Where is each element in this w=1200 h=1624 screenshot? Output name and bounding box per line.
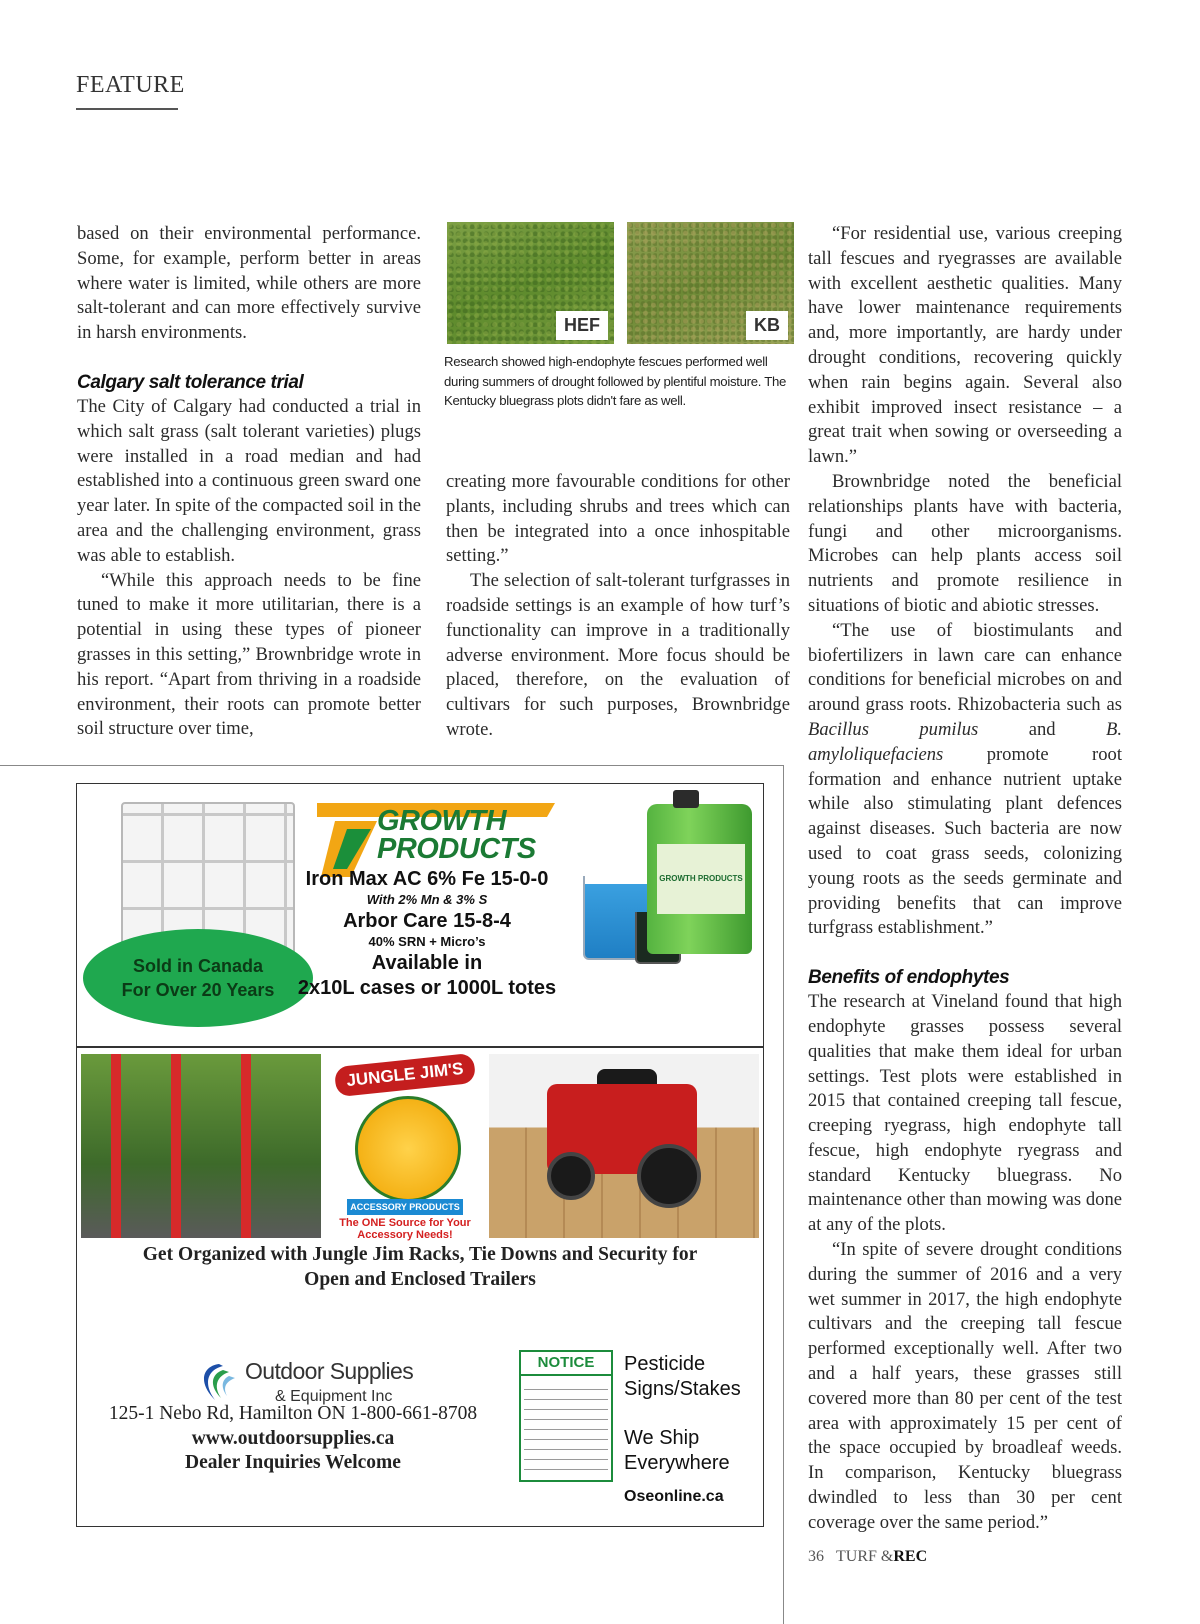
website: www.outdoorsupplies.ca [191, 1427, 395, 1449]
ose-line: Signs/Stakes [624, 1378, 741, 1400]
product-arbor-care: Arbor Care 15-8-4 [343, 910, 511, 932]
paragraph [808, 619, 1122, 941]
notice-sign-image [519, 1350, 613, 1482]
page-number: 36 [808, 1548, 824, 1565]
paragraph: creating more favourable conditions for other plants, including shrubs and trees which can then be integrated into a once inhospitable setting.” [446, 471, 790, 567]
ose-line: Everywhere [624, 1452, 730, 1474]
jungle-jims-logo [325, 1054, 485, 1241]
ose-line: We Ship [624, 1427, 700, 1449]
paragraph: “For residential use, various creeping tall fescues and ryegrasses are available with excellent aesthetic qualities. Many have lower maintenance requirements and, more importantly, are hardy under drought conditions, recovering quickly when rain begins again. Several also exhibit improved insect resistance – a great trait when sowing or overseeding a lawn.” [808, 223, 1122, 468]
species-name: Bacillus pumilus [808, 718, 979, 740]
ose-website: Oseonline.ca [624, 1488, 724, 1505]
outdoor-supplies-name: Outdoor Supplies [245, 1358, 414, 1384]
paragraph: Brownbridge noted the beneficial relationships plants have with bacteria, fungi and other microorganisms. Microbes can help plants access soil nutrients and promote resilience in situations of biotic and abiotic stresses. [808, 470, 1122, 616]
paragraph: The research at Vineland found that high endophyte grasses possess several qualities that make them ideal for urban settings. Test plots were established in 2015 that contained creeping tall fescue, creeping ryegrass, high endophyte tall fescue, high endophyte ryegrass and standard Kentucky bluegrass. No maintenance other than mowing was done at any of the plots. [808, 991, 1122, 1236]
jj-slogan: The ONE Source for Your Accessory Needs! [339, 1217, 471, 1241]
paragraph: based on their environmental performance. Some, for example, perform better in areas where water is limited, while others are more salt-tolerant and can more effectively survive in harsh environments. [77, 223, 421, 344]
magazine-name-bold: REC [893, 1548, 928, 1565]
photo-label-hef: HEF [556, 311, 608, 340]
dealer-note: Dealer Inquiries Welcome [185, 1452, 401, 1473]
brand-name [377, 807, 536, 863]
advertisement [76, 783, 764, 1527]
section-rule [76, 108, 178, 110]
badge-line: For Over 20 Years [121, 980, 275, 1000]
column-1 [77, 222, 421, 742]
paragraph: The selection of salt-tolerant turfgrasses in roadside settings is an example of how turf’s functionality can improve in a traditionally adverse environment. More focus should be placed, therefore, on the evaluation of cultivars for such purposes, Brownbridge wrote. [446, 570, 790, 740]
jj-accessory-label: ACCESSORY PRODUCTS [347, 1199, 463, 1215]
jj-name: JUNGLE JIM'S [334, 1053, 476, 1097]
page-folio [808, 1548, 927, 1566]
brand-line: PRODUCTS [377, 833, 536, 865]
jj-mascot-icon [355, 1096, 461, 1202]
column-2 [446, 470, 790, 743]
ad-frame-rule-horizontal [0, 765, 784, 766]
tagline-line: Get Organized with Jungle Jim Racks, Tie Downs and Security for [142, 1244, 698, 1265]
ad-divider [77, 1046, 763, 1048]
mower-wheel [637, 1144, 701, 1208]
subheading-calgary: Calgary salt tolerance trial [77, 371, 304, 393]
photo-kb-grass [627, 222, 794, 344]
subheading-endophytes: Benefits of endophytes [808, 967, 1010, 989]
text-run: promote root formation and enhance nutrient uptake while also stimulating plant defences against diseases. Such bacteria are now used to coat grass seeds, colonizing young roots as the seeds germinate and providing benefits that can improve turfgrass establishment.” [808, 743, 1122, 939]
product-iron-max: Iron Max AC 6% Fe 15-0-0 [305, 868, 549, 890]
jug-label: GROWTH PRODUCTS [657, 844, 745, 914]
brand-line: GROWTH [377, 805, 507, 837]
product-iron-max-detail: With 2% Mn & 3% S [366, 892, 488, 907]
notice-form-lines [524, 1380, 608, 1476]
badge-line: Sold in Canada [132, 956, 264, 976]
text-run: and [978, 718, 1106, 740]
paragraph: “In spite of severe drought conditions during the summer of 2016 and a very wet summer in 2017, the high endophyte cultivars and the creeping tall fescue performed exceptionally well. After two and a half years, these grasses still covered more than 80 per cent of the test area with approximately 15 per cent of the space occupied by broadleaf weeds. In comparison, Kentucky bluegrass dwindled to less than 30 per cent coverage over the same period.” [808, 1239, 1122, 1533]
photo-label-kb: KB [746, 311, 788, 340]
paragraph: The City of Calgary had conducted a trial in which salt grass (salt tolerant varieties) plugs were installed in a road median and had established into a continuous green sward one year later. In spite of the compacted soil in the area and the challenging environment, grass was able to establish. [77, 395, 421, 566]
availability-line: Available in [371, 952, 483, 974]
section-label: FEATURE [76, 72, 185, 98]
tagline-line: Open and Enclosed Trailers [304, 1269, 536, 1290]
address: 125-1 Nebo Rd, Hamilton ON 1-800-661-8708 [108, 1403, 478, 1424]
notice-heading: NOTICE [521, 1352, 611, 1376]
text-run: “The use of biostimulants and biofertilizers in lawn care can enhance conditions for beneficial microbes on and around grass roots. Rhizobacteria such as [808, 619, 1122, 716]
species-name: B. amyloliquefaciens [808, 718, 1122, 765]
outdoor-supplies-subtitle: & Equipment Inc [275, 1388, 393, 1405]
outdoor-supplies-contact [83, 1402, 503, 1476]
outdoor-supplies-logo-icon [189, 1356, 249, 1406]
ad-frame-rule-vertical [783, 765, 784, 1624]
photo-caption: Research showed high-endophyte fescues performed well during summers of drought followed by plentiful moisture. The Kentucky bluegrass plots didn't fare as well. [444, 354, 787, 408]
ose-line: Pesticide [624, 1353, 706, 1375]
mower-wheel [547, 1152, 595, 1200]
paragraph: “While this approach needs to be fine tuned to make it more utilitarian, there is a potential in using these types of pioneer grasses in this setting,” Brownbridge wrote in his report. “Apart from thriving in a roadside environment, their roots can promote better soil structure over time, [77, 569, 421, 740]
product-arbor-care-detail: 40% SRN + Micro’s [368, 934, 486, 949]
availability-sizes: 2x10L cases or 1000L totes [297, 977, 557, 999]
jug-cap [673, 790, 699, 808]
column-3 [808, 222, 1122, 1536]
magazine-name: TURF & [836, 1548, 894, 1565]
tool-rack-photo [81, 1054, 321, 1238]
photo-hef-grass [447, 222, 614, 344]
